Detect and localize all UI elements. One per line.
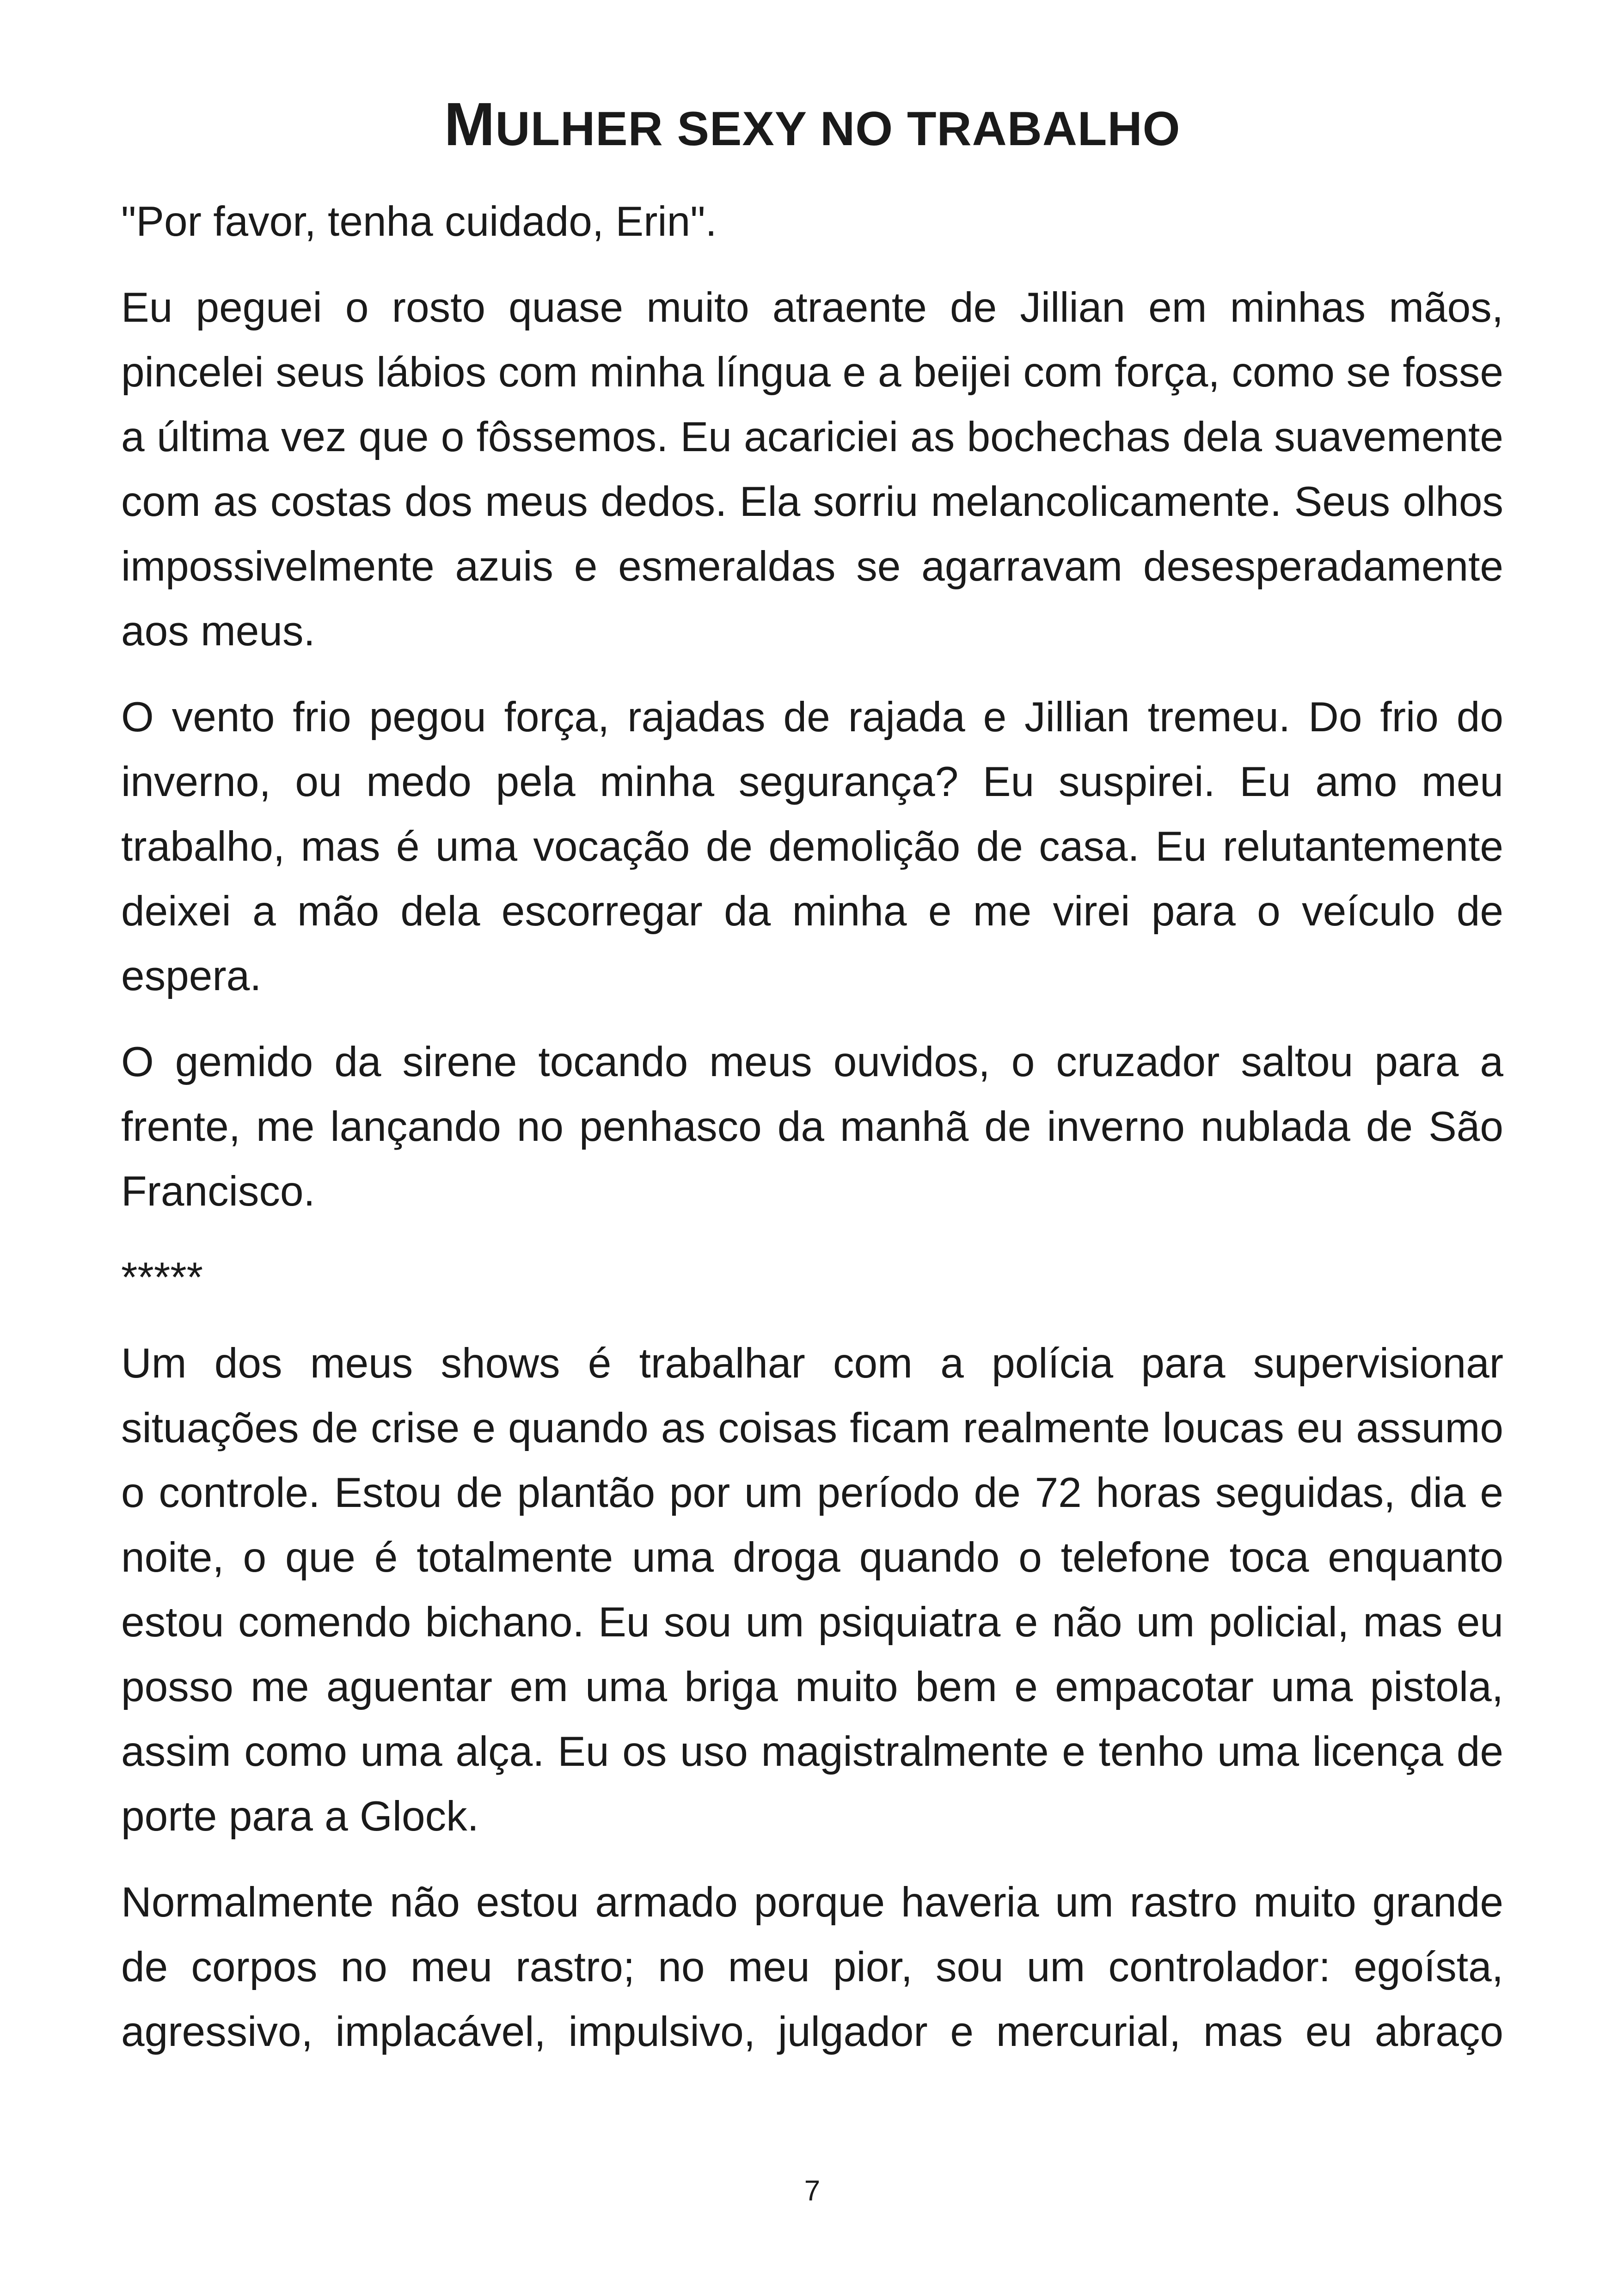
document-page bbox=[121, 0, 1503, 2296]
paragraph: Um dos meus shows é trabalhar com a polícia para supervisionar situações de crise e quando as coisas ficam realmente loucas eu assumo o controle. Estou de plantão por um período de 72 horas seguidas, dia e noite, o que é totalmente uma droga quando o telefone toca enquanto estou comendo bichano. Eu sou um psiquiatra e não um policial, mas eu posso me aguentar em uma briga muito bem e empacotar uma pistola, assim como uma alça. Eu os uso magistralmente e tenho uma licença de porte para a Glock. bbox=[121, 1340, 1503, 1840]
page-number: 7 bbox=[804, 2175, 821, 2207]
chapter-title-rest: ULHER SEXY NO TRABALHO bbox=[495, 102, 1181, 156]
paragraph: Eu peguei o rosto quase muito atraente de Jillian em minhas mãos, pincelei seus lábios com minha língua e a beijei com força, como se fosse a última vez que o fôssemos. Eu acariciei as bochechas dela suavemente com as costas dos meus dedos. Ela sorriu melancolicamente. Seus olhos impossivelmente azuis e esmeraldas se agarravam desesperadamente aos meus. bbox=[121, 284, 1503, 655]
paragraph: O gemido da sirene tocando meus ouvidos, o cruzador saltou para a frente, me lançando no penhasco da manhã de inverno nublada de São Francisco. bbox=[121, 1039, 1503, 1215]
paragraph: Normalmente não estou armado porque haveria um rastro muito grande de corpos no meu rastro; no meu pior, sou um controlador: egoísta, agressivo, implacável, impulsivo, julgador e mercurial, mas eu abraço bbox=[121, 1879, 1503, 2055]
body-text bbox=[121, 190, 1503, 2086]
chapter-title-initial: M bbox=[444, 90, 496, 158]
paragraph-dialogue: "Por favor, tenha cuidado, Erin". bbox=[121, 198, 717, 245]
section-separator: ***** bbox=[121, 1254, 203, 1301]
chapter-title bbox=[121, 88, 1503, 161]
paragraph: O vento frio pegou força, rajadas de rajada e Jillian tremeu. Do frio do inverno, ou medo pela minha segurança? Eu suspirei. Eu amo meu trabalho, mas é uma vocação de demolição de casa. Eu relutantemente deixei a mão dela escorregar da minha e me virei para o veículo de espera. bbox=[121, 694, 1503, 999]
